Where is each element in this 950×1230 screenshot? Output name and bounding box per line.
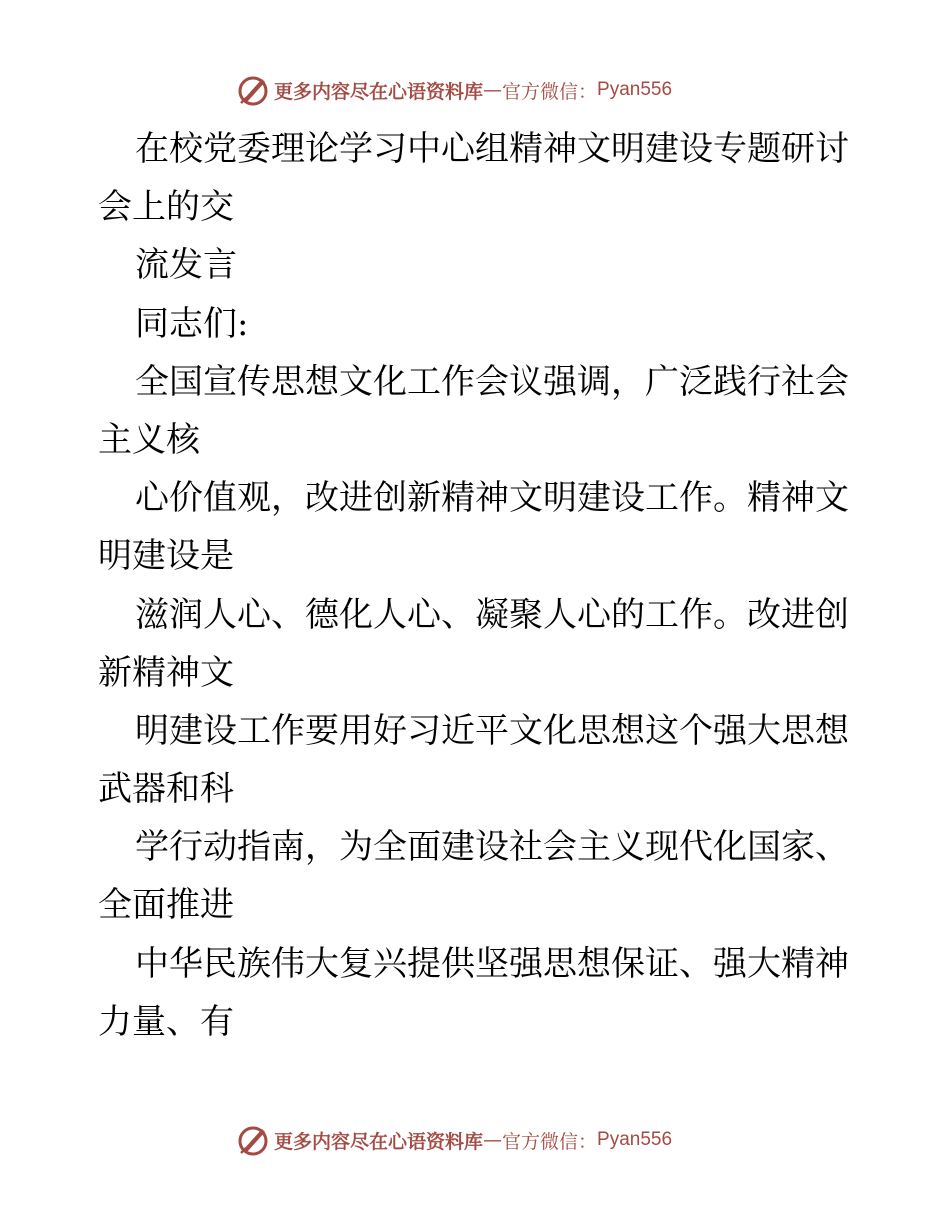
quill-seal-icon bbox=[236, 1123, 270, 1157]
watermark-dash: — bbox=[483, 1129, 503, 1151]
text-line: 学行动指南，为全面建设社会主义现代化国家、 bbox=[135, 827, 849, 868]
text-line: 主义核 bbox=[98, 419, 200, 460]
header-watermark bbox=[236, 73, 756, 107]
text-line: 全国宣传思想文化工作会议强调，广泛践行社会 bbox=[135, 361, 849, 402]
watermark-site-text: 更多内容尽在心语资料库 bbox=[274, 1130, 484, 1153]
text-line: 新精神文 bbox=[98, 652, 234, 693]
text-line: 全面推进 bbox=[98, 885, 234, 926]
watermark-wechat-id: Pyan556 bbox=[597, 79, 673, 100]
watermark-wechat-id: Pyan556 bbox=[597, 1129, 673, 1150]
text-line: 明建设是 bbox=[98, 536, 234, 577]
salutation: 同志们: bbox=[135, 303, 249, 344]
text-line: 心价值观，改进创新精神文明建设工作。精神文 bbox=[135, 478, 849, 519]
text-line: 流发言 bbox=[135, 245, 237, 286]
text-line: 滋润人心、德化人心、凝聚人心的工作。改进创 bbox=[135, 594, 849, 635]
watermark-site-text: 更多内容尽在心语资料库 bbox=[274, 80, 484, 103]
text-line: 在校党委理论学习中心组精神文明建设专题研讨 bbox=[135, 129, 849, 169]
text-line: 力量、有 bbox=[98, 1001, 234, 1042]
text-line: 中华民族伟大复兴提供坚强思想保证、强大精神 bbox=[135, 943, 849, 984]
text-line: 武器和科 bbox=[98, 769, 234, 810]
document-body bbox=[98, 120, 858, 1051]
watermark-dash: — bbox=[483, 79, 503, 101]
text-line: 会上的交 bbox=[98, 187, 234, 228]
quill-seal-icon bbox=[236, 73, 270, 107]
watermark-label: 官方微信： bbox=[502, 80, 598, 103]
footer-watermark bbox=[236, 1123, 756, 1157]
text-line: 明建设工作要用好习近平文化思想这个强大思想 bbox=[135, 710, 849, 751]
watermark-label: 官方微信： bbox=[502, 1130, 598, 1153]
